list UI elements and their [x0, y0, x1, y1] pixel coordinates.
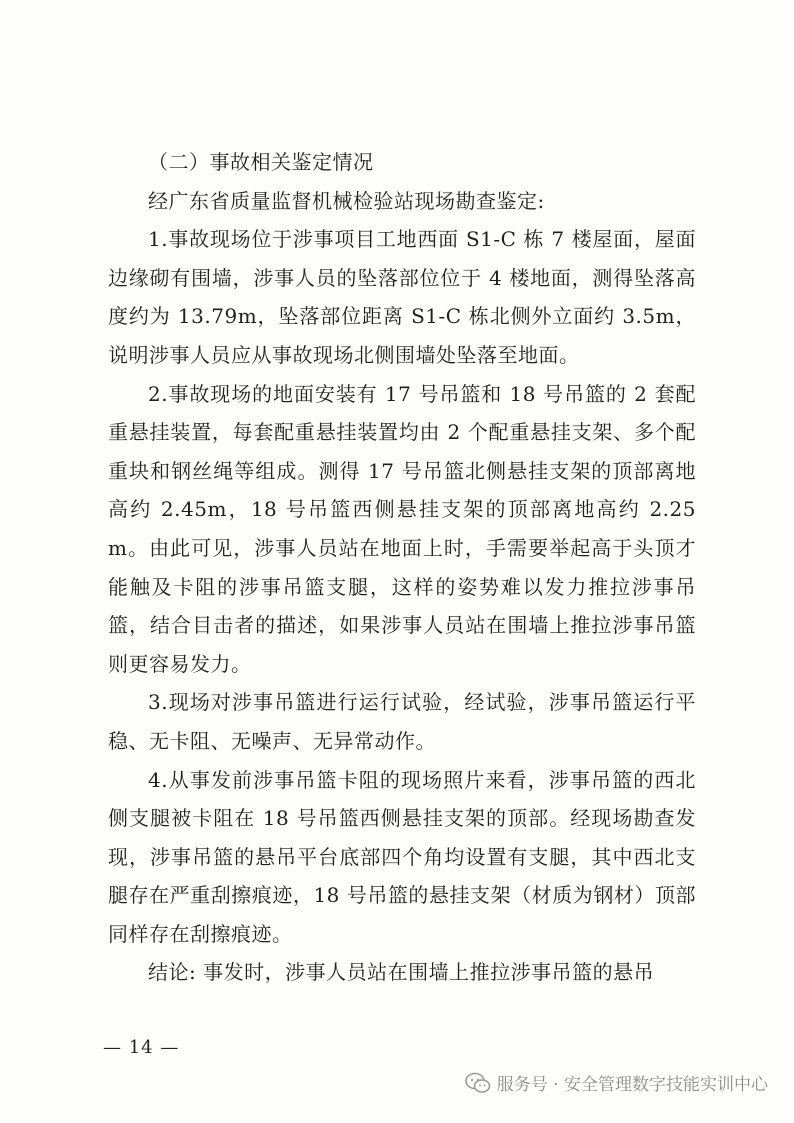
intro-paragraph: 经广东省质量监督机械检验站现场勘查鉴定: — [148, 188, 545, 213]
document-body — [108, 143, 696, 992]
finding-item-1: 1.事故现场位于涉事项目工地西面 S1-C 栋 7 楼屋面，屋面边缘砌有围墙，涉事人员的坠落部位位于 4 楼地面，测得坠落高度约为 13.79m，坠落部位距离 S1-C 栋北侧外立面约 3.5m，说明涉事人员应从事故现场北侧围墙处坠落至地面。 — [108, 227, 696, 367]
watermark-text: 服务号 · 安全管理数字技能实训中心 — [496, 1075, 768, 1095]
page-number: — 14 — — [103, 1037, 180, 1058]
section-heading: （二）事故相关鉴定情况 — [148, 150, 374, 174]
wechat-icon — [465, 1072, 491, 1094]
finding-item-3: 3.现场对涉事吊篮进行运行试验，经试验，涉事吊篮运行平稳、无卡阻、无噪声、无异常动作。 — [108, 690, 696, 753]
conclusion-paragraph: 结论: 事发时，涉事人员站在围墙上推拉涉事吊篮的悬吊 — [148, 960, 655, 985]
finding-item-2: 2.事故现场的地面安装有 17 号吊篮和 18 号吊篮的 2 套配重悬挂装置，每套配重悬挂装置均由 2 个配重悬挂支架、多个配重块和钢丝绳等组成。测得 17 号吊篮北侧悬挂支架的顶部离地高约 2.45m，18 号吊篮西侧悬挂支架的顶部离地高约 2.25m。由此可见，涉事人员站在地面上时，手需要举起高于头顶才能触及卡阻的涉事吊篮支腿，这样的姿势难以发力推拉涉事吊篮，结合目击者的描述，如果涉事人员站在围墙上推拉涉事吊篮则更容易发力。 — [108, 381, 696, 676]
finding-item-4: 4.从事发前涉事吊篮卡阻的现场照片来看，涉事吊篮的西北侧支腿被卡阻在 18 号吊篮西侧悬挂支架的顶部。经现场勘查发现，涉事吊篮的悬吊平台底部四个角均设置有支腿，其中西北支腿存在严重刮擦痕迹，18 号吊篮的悬挂支架（材质为钢材）顶部同样存在刮擦痕迹。 — [108, 767, 696, 946]
watermark — [465, 1070, 768, 1095]
